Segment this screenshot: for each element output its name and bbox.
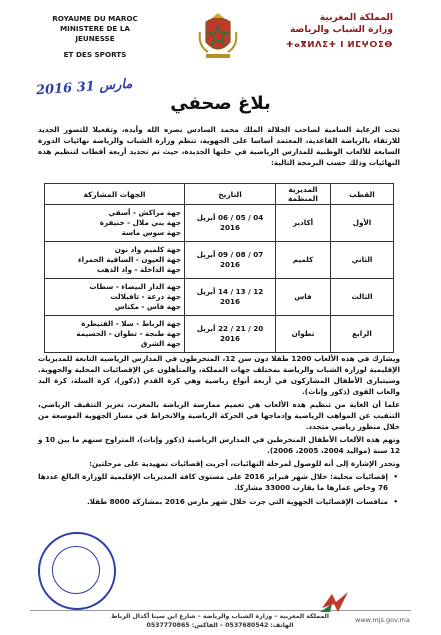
region-item: جهة الرباط - سلا - القنيطرة [81, 319, 181, 328]
list-item: • إقصائيات محلية: خلال شهر فبراير 2016 على مستوى كافة المديريات الإقليمية للوزارة البالغ عددها 76 وخاض غمارها ما يقارب 33000 مشاركا. [38, 471, 388, 493]
table-row [45, 242, 394, 279]
header-tifinagh: ⵜⴰⴳⵍⴷⵉⵜ ⵏ ⵍⵎⵖⵔⵉⴱ [286, 40, 393, 50]
footer-address [90, 612, 350, 630]
cell-pole: الرابع [331, 316, 394, 353]
cell-regions [45, 242, 185, 279]
header-fr-sports: ET DES SPORTS [63, 50, 127, 59]
header-arabic [273, 12, 393, 51]
cell-date: 04 / 05 / 06 أبريل 2016 [185, 205, 276, 242]
cell-pole: الأول [331, 205, 394, 242]
cell-directorate: أكادير [276, 205, 331, 242]
region-item: جهة فاس - مكناس [114, 302, 181, 311]
cell-pole: الثالث [331, 279, 394, 316]
region-item: جهة العيون - الساقية الحمراء [77, 255, 181, 264]
region-item: جهة درعة - تافيلالت [110, 292, 181, 301]
region-item: جهة مراكش - أسفي [108, 208, 181, 217]
schedule-table [44, 183, 394, 353]
region-item: جهة كلميم واد نون [114, 245, 181, 254]
region-item: جهة سوس ماسة [121, 228, 181, 237]
table-row [45, 279, 394, 316]
header-fr-kingdom: ROYAUME DU MAROC [52, 14, 138, 23]
intro-paragraph: تحت الرعاية السامية لصاحب الجلالة الملك محمد السادس نصره الله وأيده، وتفعيلا للتصور الجديد للارتقاء بالرياضة القاعدية، المعتمد أساسا على الجهوية، تنظم وزارة الشباب والرياضة نهائيات الدورة السابعة للألعاب الوطنية للمدارس الرياضية في حلتها الجديدة، حيث تم تحديد أربعة أقطاب لتنظيم هذه النهائيات وذلك حسب البرمجة التالية: [38, 125, 400, 167]
cell-regions [45, 205, 185, 242]
cell-regions [45, 279, 185, 316]
body-paragraph-participants: ويشارك في هذه الألعاب 1200 طفلا دون سن 12، المنخرطون في المدارس الرياضية التابعة للمديريات الإقليمية لوزارة الشباب والرياضة بمختلف جهات المملكة، والمتأهلون عن الإقصائيات المحلية والجهوية. وسيتبارى الأطفال المشاركون في أربعة أنواع رياضية وهي كرة القدم (ذكور)، كرة السلة، كرة اليد والعاب القوى (ذكور وإناث). [38, 354, 400, 396]
table-header-row [45, 184, 394, 205]
footer-line-1: المملكة المغربية – وزارة الشباب والرياضة – شارع ابن سينا أكدال الرباط [111, 613, 329, 620]
body-paragraph-qualifiers: وتجدر الإشارة إلى أنه للوصول لمرحلة النهائيات، أجريت إقصائيات تمهيدية على مرحلتين: [89, 459, 400, 468]
header-directorate: المديرية المنظمة [276, 184, 331, 205]
cell-regions [45, 316, 185, 353]
body-text [38, 353, 400, 510]
cell-date: 07 / 08 / 09 أبريل 2016 [185, 242, 276, 279]
header-regions: الجهات المشاركة [45, 184, 185, 205]
document-title: بلاغ صحفي [170, 93, 271, 114]
header-fr-ministry: MINISTERE DE LA JEUNESSE [60, 24, 130, 43]
header-pole: القطب [331, 184, 394, 205]
region-item: جهة بني ملال - خنيفرة [99, 218, 181, 227]
body-paragraph-ages: وتهم هذه الألعاب الأطفال المنخرطين في المدارس الرياضية (ذكور وإناث)، المتراوح سنهم ما بين 10 و 12 سنة (مواليد 2004، 2005، 2006). [38, 435, 400, 455]
region-item: جهة الدار البيضاء - سطات [89, 282, 181, 291]
footer-website-link[interactable]: www.mjs.gov.ma [355, 616, 410, 624]
region-item: جهة الشرق [140, 339, 181, 348]
cell-date: 20 / 21 / 22 أبريل 2016 [185, 316, 276, 353]
header-date: التاريخ [185, 184, 276, 205]
body-paragraph-goals: علما أن الغاية من تنظيم هذه الألعاب هي تعميم ممارسة الرياضة بالمغرب، تعزيز التثقيف الرياضي، التنقيب عن المواهب الرياضية وإدماجها في الحركة الرياضية والانخراط في مسار الجهوية الموسعة من خلال منظور رياضي متجدد. [38, 400, 400, 431]
header-ar-ministry: وزارة الشباب والرياضة [289, 24, 393, 35]
cell-directorate: تطوان [276, 316, 331, 353]
coat-of-arms-icon [196, 12, 240, 60]
qualifier-list [38, 471, 400, 507]
list-item: • منافسات الإقصائيات الجهوية التي جرت خلال شهر مارس 2016 بمشاركة 8000 طفلا. [38, 496, 388, 507]
region-item: جهة الداخلة - واد الذهب [96, 265, 181, 274]
cell-directorate: فاس [276, 279, 331, 316]
region-item: جهة طنجة - تطوان - الحسيمة [76, 329, 181, 338]
table-row [45, 316, 394, 353]
official-seal [38, 532, 116, 610]
header-french [40, 14, 150, 60]
cell-directorate: كلميم [276, 242, 331, 279]
table-row [45, 205, 394, 242]
cell-date: 12 / 13 / 14 أبريل 2016 [185, 279, 276, 316]
footer-divider [30, 610, 411, 611]
ministry-logo-icon [318, 590, 352, 614]
header-ar-kingdom: المملكة المغربية [319, 12, 393, 23]
footer-line-2: الهاتف: 0537680542 – الفاكس: 0537770865 [146, 622, 294, 629]
date-stamp: 2016 مارس 31 [35, 76, 133, 99]
cell-pole: الثاني [331, 242, 394, 279]
